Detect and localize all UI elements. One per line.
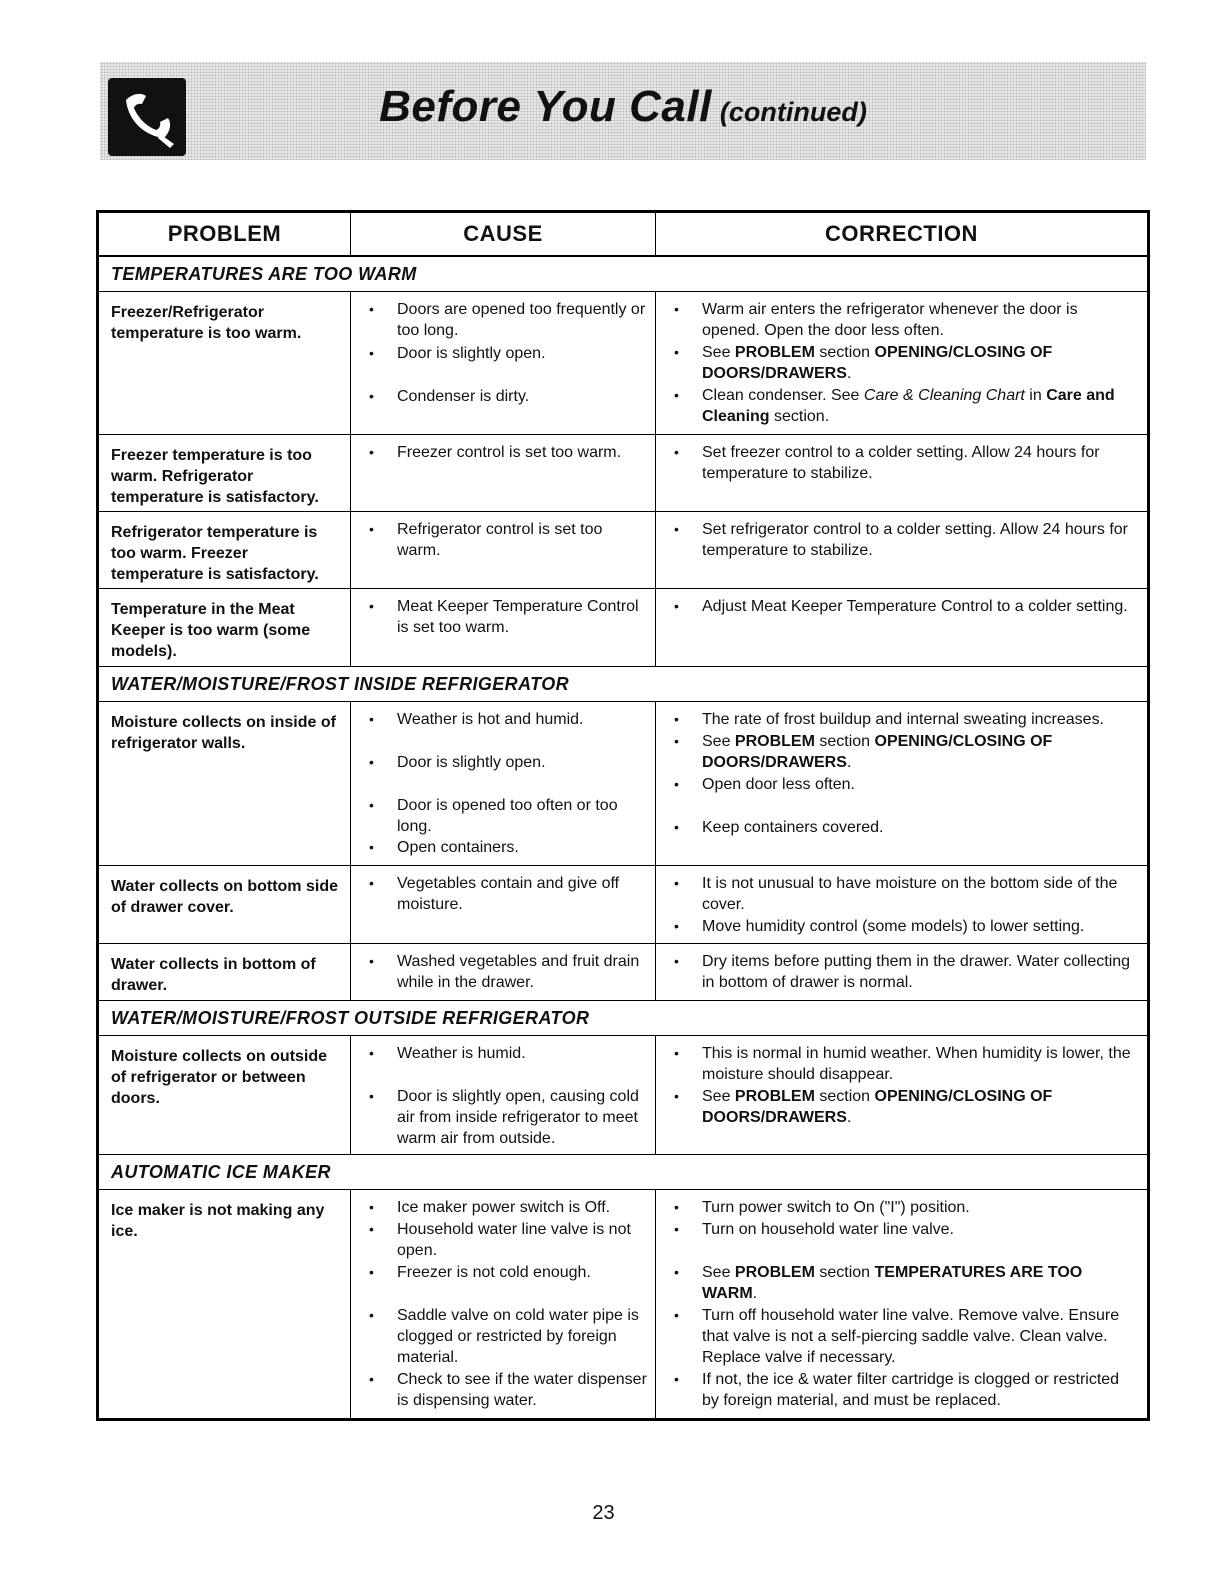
correction-item: • Turn power switch to On ("I") position. [666, 1197, 1139, 1218]
correction-cell [656, 1036, 1147, 1154]
cause-item: • Saddle valve on cold water pipe is clogged or restricted by foreign material. [361, 1305, 647, 1368]
cause-item: • Door is opened too often or too long. [361, 795, 647, 837]
table-header [99, 213, 1147, 257]
cause-cell [351, 589, 656, 666]
problem-cell: Water collects on bottom side of drawer cover. [99, 866, 351, 943]
cause-cell [351, 702, 656, 865]
correction-item: • Keep containers covered. [666, 817, 1139, 838]
correction-item: • Dry items before putting them in the drawer. Water collecting in bottom of drawer is normal. [666, 951, 1139, 993]
correction-item: • See PROBLEM section OPENING/CLOSING OF DOORS/DRAWERS. [666, 342, 1139, 384]
cause-item: • Door is slightly open. [361, 343, 647, 364]
table-row [99, 866, 1147, 944]
correction-item: • This is normal in humid weather. When humidity is lower, the moisture should disappear. [666, 1043, 1139, 1085]
cause-cell [351, 292, 656, 434]
table-row [99, 1190, 1147, 1418]
section-heading: WATER/MOISTURE/FROST OUTSIDE REFRIGERATOR [99, 1001, 1147, 1036]
correction-cell [656, 866, 1147, 943]
problem-cell: Moisture collects on outside of refrigerator or between doors. [99, 1036, 351, 1154]
correction-cell [656, 589, 1147, 666]
correction-item: • Clean condenser. See Care & Cleaning Chart in Care and Cleaning section. [666, 385, 1139, 427]
problem-cell: Freezer temperature is too warm. Refrigerator temperature is satisfactory. [99, 435, 351, 511]
cause-item: • Check to see if the water dispenser is dispensing water. [361, 1369, 647, 1411]
cause-item: • Ice maker power switch is Off. [361, 1197, 647, 1218]
cause-item: • Refrigerator control is set too warm. [361, 519, 647, 561]
correction-cell [656, 435, 1147, 511]
cause-cell [351, 944, 656, 1000]
title-sub: (continued) [719, 97, 867, 127]
cause-item: • Door is slightly open, causing cold air from inside refrigerator to meet warm air from outside. [361, 1086, 647, 1149]
cause-cell [351, 1036, 656, 1154]
column-header-problem: PROBLEM [99, 213, 351, 255]
cause-item: • Freezer control is set too warm. [361, 442, 647, 463]
correction-item: • If not, the ice & water filter cartridge is clogged or restricted by foreign material, and must be replaced. [666, 1369, 1139, 1411]
cause-item: • Condenser is dirty. [361, 386, 647, 407]
column-header-correction: CORRECTION [825, 221, 978, 246]
correction-item: • See PROBLEM section OPENING/CLOSING OF DOORS/DRAWERS. [666, 731, 1139, 773]
table-row [99, 1036, 1147, 1155]
column-header-cause: CAUSE [351, 213, 656, 255]
correction-item: • Turn off household water line valve. Remove valve. Ensure that valve is not a self-piercing saddle valve. Clean valve. Replace valve if necessary. [666, 1305, 1139, 1368]
cause-cell [351, 866, 656, 943]
problem-cell: Water collects in bottom of drawer. [99, 944, 351, 1000]
section-heading: TEMPERATURES ARE TOO WARM [99, 257, 1147, 292]
correction-item: • The rate of frost buildup and internal sweating increases. [666, 709, 1139, 730]
problem-cell: Freezer/Refrigerator temperature is too warm. [99, 292, 351, 434]
correction-cell [656, 1190, 1147, 1418]
cause-item: • Weather is hot and humid. [361, 709, 647, 730]
correction-item: • See PROBLEM section TEMPERATURES ARE TOO WARM. [666, 1262, 1139, 1304]
correction-cell [656, 702, 1147, 865]
cause-item: • Washed vegetables and fruit drain while in the drawer. [361, 951, 647, 993]
cause-item: • Meat Keeper Temperature Control is set too warm. [361, 596, 647, 638]
cause-cell [351, 512, 656, 588]
table-row [99, 589, 1147, 667]
correction-item: • See PROBLEM section OPENING/CLOSING OF DOORS/DRAWERS. [666, 1086, 1139, 1128]
section-heading: AUTOMATIC ICE MAKER [99, 1155, 1147, 1190]
correction-item: • Set refrigerator control to a colder setting. Allow 24 hours for temperature to stabilize. [666, 519, 1139, 561]
cause-item: • Doors are opened too frequently or too long. [361, 299, 647, 341]
page-title [100, 82, 1146, 132]
correction-cell [656, 944, 1147, 1000]
cause-item: • Open containers. [361, 837, 647, 858]
section-heading: WATER/MOISTURE/FROST INSIDE REFRIGERATOR [99, 667, 1147, 702]
correction-item: • Open door less often. [666, 774, 1139, 795]
title-main: Before You Call [379, 82, 712, 131]
table-row [99, 944, 1147, 1001]
cause-item: • Freezer is not cold enough. [361, 1262, 647, 1283]
table-row [99, 512, 1147, 589]
cause-item: • Door is slightly open. [361, 752, 647, 773]
problem-cell: Ice maker is not making any ice. [99, 1190, 351, 1418]
cause-cell [351, 1190, 656, 1418]
correction-cell [656, 512, 1147, 588]
cause-item: • Household water line valve is not open. [361, 1219, 647, 1261]
table-row [99, 292, 1147, 435]
correction-item: • Turn on household water line valve. [666, 1219, 1139, 1240]
correction-cell [656, 292, 1147, 434]
correction-item: • Move humidity control (some models) to lower setting. [666, 916, 1139, 937]
correction-item: • It is not unusual to have moisture on the bottom side of the cover. [666, 873, 1139, 915]
cause-cell [351, 435, 656, 511]
correction-item: • Warm air enters the refrigerator whenever the door is opened. Open the door less often. [666, 299, 1139, 341]
problem-cell: Moisture collects on inside of refrigerator walls. [99, 702, 351, 865]
cause-item: • Vegetables contain and give off moisture. [361, 873, 647, 915]
table-row [99, 702, 1147, 866]
problem-cell: Temperature in the Meat Keeper is too warm (some models). [99, 589, 351, 666]
table-row [99, 435, 1147, 512]
header-banner [100, 62, 1146, 160]
troubleshooting-table [96, 210, 1150, 1421]
page-number: 23 [592, 1502, 615, 1524]
problem-cell: Refrigerator temperature is too warm. Freezer temperature is satisfactory. [99, 512, 351, 588]
correction-item: • Adjust Meat Keeper Temperature Control to a colder setting. [666, 596, 1139, 617]
correction-item: • Set freezer control to a colder setting. Allow 24 hours for temperature to stabilize. [666, 442, 1139, 484]
cause-item: • Weather is humid. [361, 1043, 647, 1064]
